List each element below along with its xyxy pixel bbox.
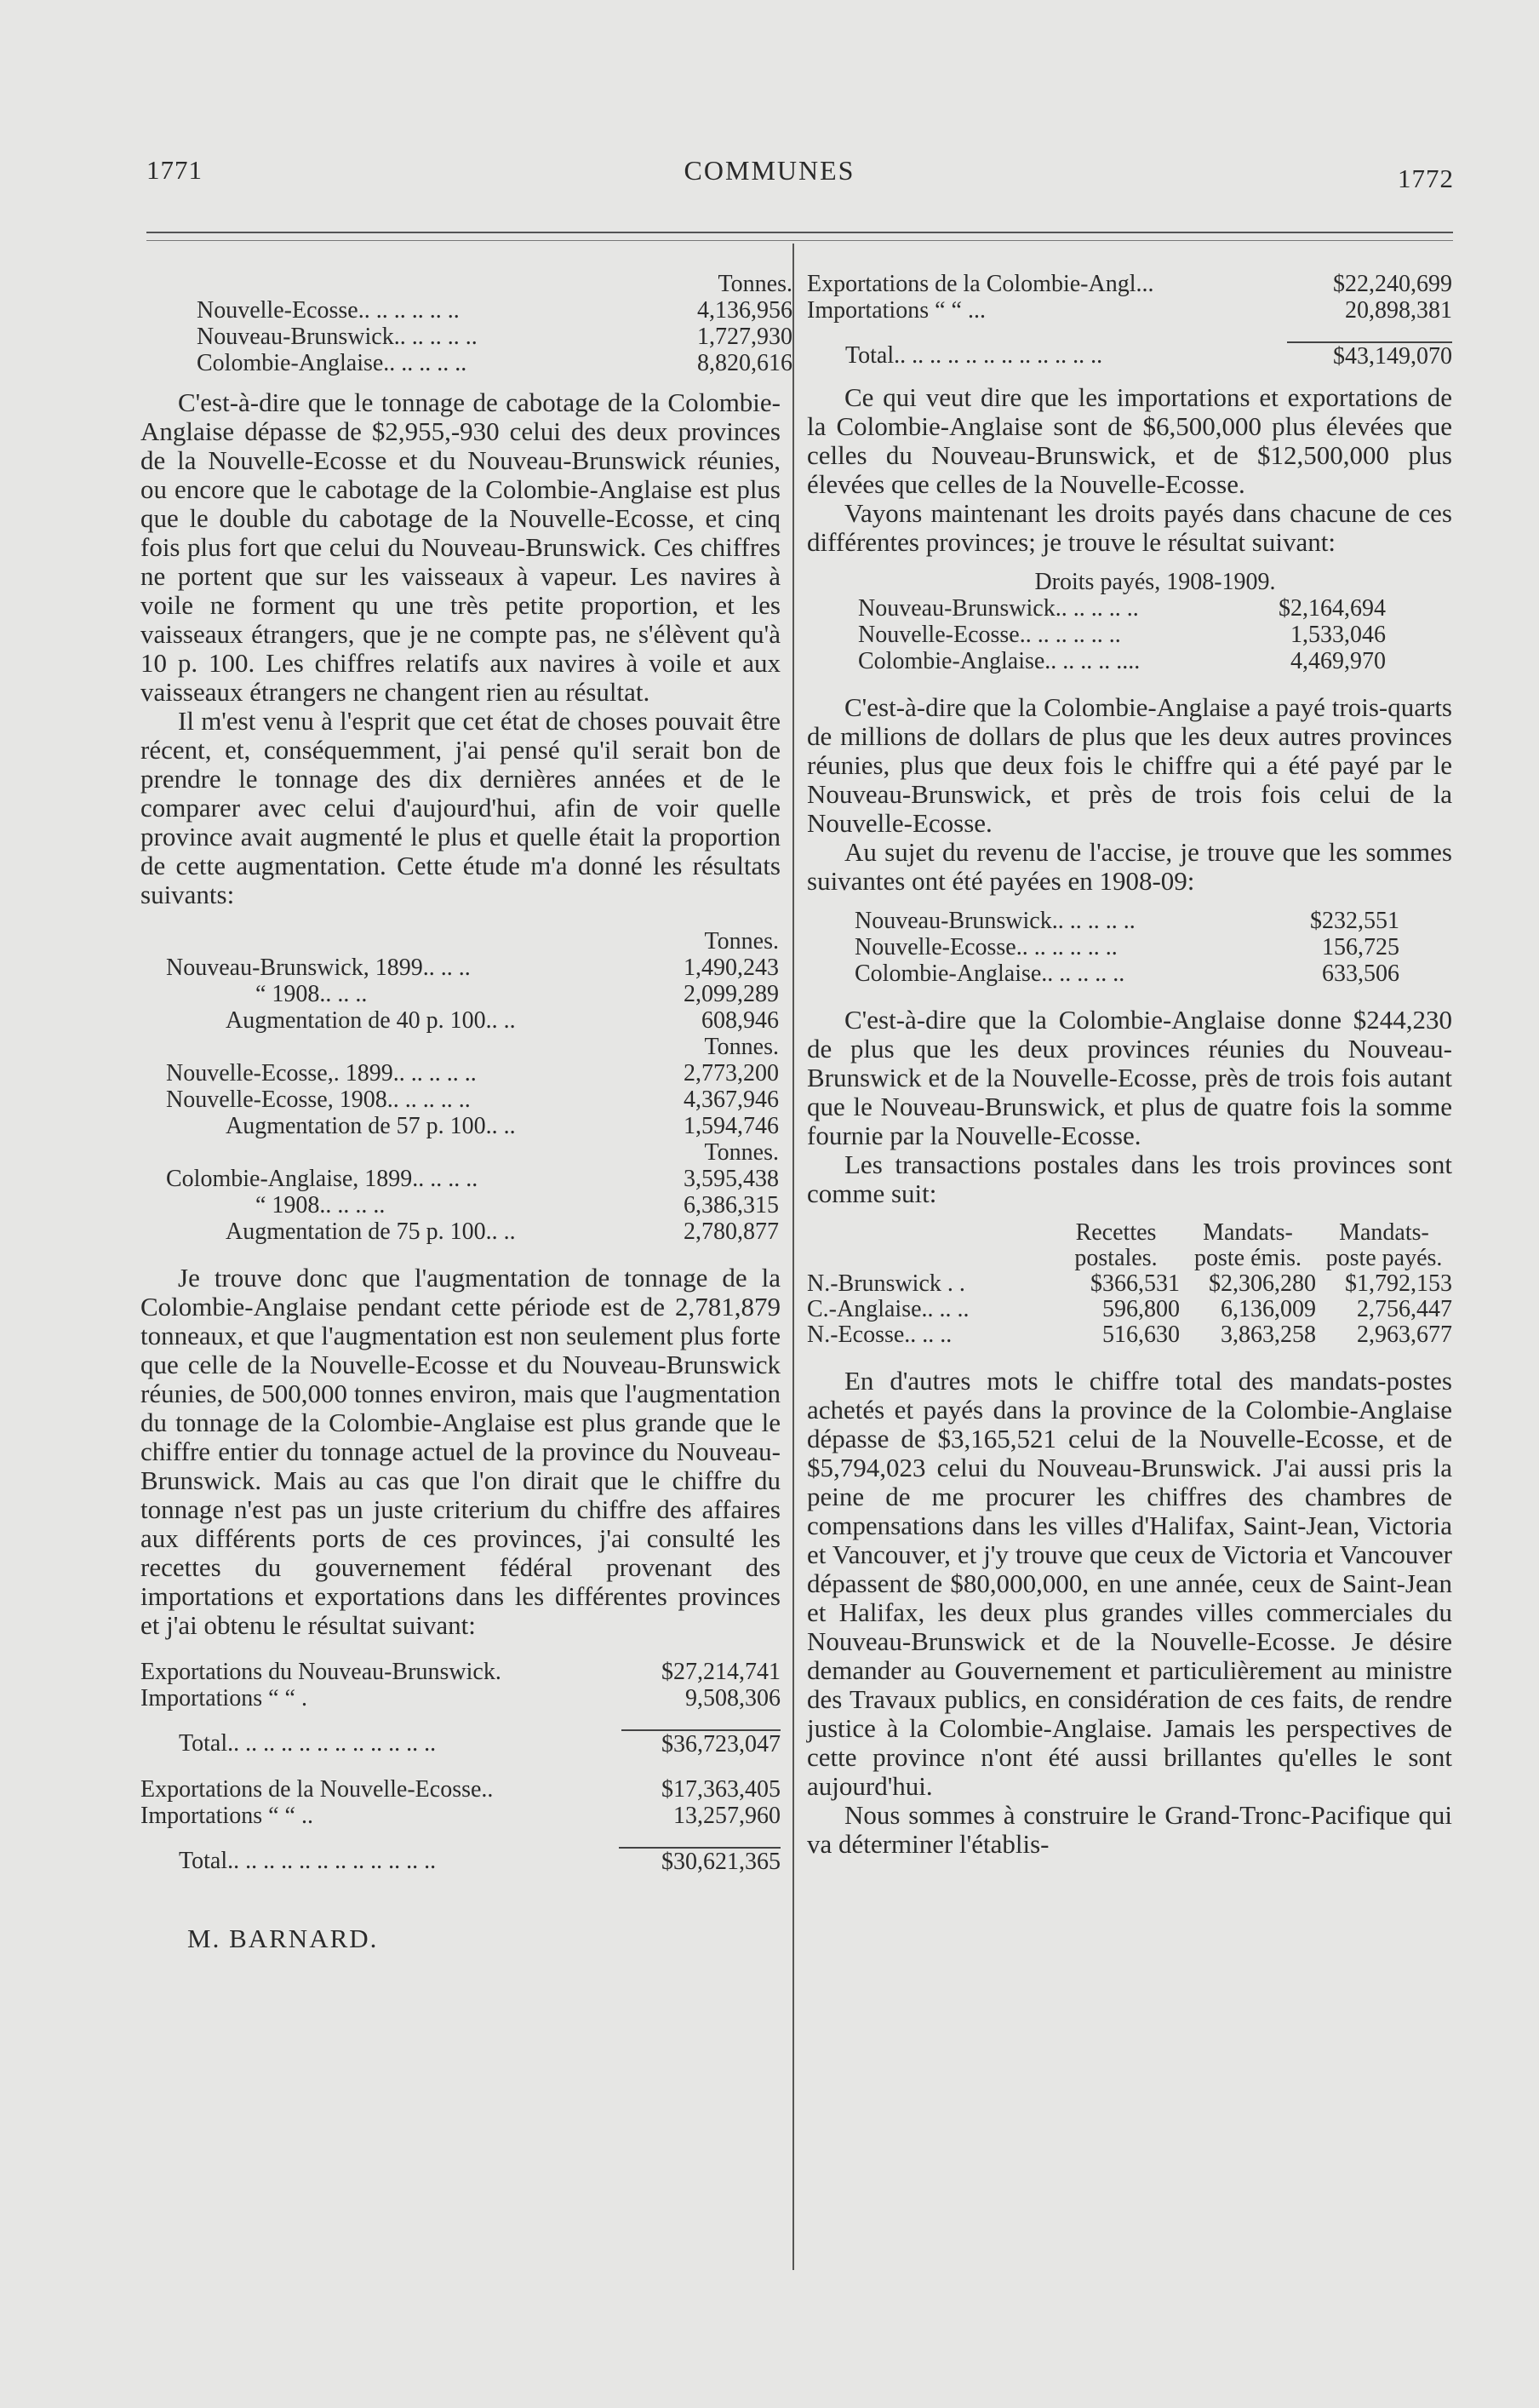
table-row: Colombie-Anglaise, 1899.. .. .. .. 3,595,438 [166,1166,779,1192]
coasting-tonnage-table [197,271,792,376]
bc-trade-table [807,271,1452,370]
table-row: Exportations de la Nouvelle-Ecosse.. $17,363,405 [140,1776,781,1803]
table-header: Tonnes. [718,271,792,297]
right-page-number: 1772 [1398,163,1454,193]
table-row: Colombie-Anglaise.. .. .. .. .. 8,820,616 [197,350,792,376]
duties-table [858,595,1386,674]
speaker-signature: M. BARNARD. [187,1924,379,1953]
table-header: Tonnes. [704,1139,779,1166]
column-header: Mandats-poste payés. [1325,1219,1443,1271]
table-row: Nouvelle-Ecosse.. .. .. .. .. .. 4,136,956 [197,297,792,324]
table-row: N.-Ecosse.. .. .. 516,630 3,863,258 2,963,677 [807,1322,1452,1348]
paragraph: C'est-à-dire que la Colombie-Anglaise a payé trois-quarts de millions de dollars de plus que les deux autres provinces réunies, plus que deux fois le chiffre qui a été payé par le Nouveau-Brunswick, et près de trois fois celui de la Nouvelle-Ecosse. [807,692,1452,838]
total-row: Total.. .. .. .. .. .. .. .. .. .. .. .. $36,723,047 [179,1730,781,1757]
table-caption: Droits payés, 1908-1909. [1034,569,1276,595]
nb-trade-table [140,1659,781,1757]
column-header: Recettes postales. [1074,1219,1158,1271]
paragraph: C'est-à-dire que le tonnage de cabotage de la Colombie-Anglaise dépasse de $2,955,-930 celui des deux provinces de la Nouvelle-Ecosse et du Nouveau-Brunswick réunies, ou encore que le cabotage de la Colombie-Anglaise est plus que le double du cabotage de la Nouvelle-Ecosse, et cinq fois plus fort que celui du Nouveau-Brunswick. Ces chiffres ne portent que sur les vaisseaux à vapeur. Les navires à voile ne forment qu une très petite proportion, et les vaisseaux étrangers, que je ne compte pas, ne s'élèvent qu'à 10 p. 100. Les chiffres relatifs aux navires à voile et aux vaisseaux étrangers ne changent rien au résultat. [140,387,781,707]
ns-trade-table [140,1776,781,1875]
paragraph: Je trouve donc que l'augmentation de tonnage de la Colombie-Anglaise pendant cette période est de 2,781,879 tonneaux, et que l'augmentation est non seulement plus forte que celle de la Nouvelle-Ecosse et du Nouveau-Brunswick réunies, de 500,000 tonnes environ, mais que l'augmentation du tonnage de la Colombie-Anglaise est plus grande que le chiffre entier du tonnage actuel de la province du Nouveau-Brunswick. Mais au cas que l'on dirait que le chiffre du tonnage n'est pas un juste criterium du chiffre des affaires aux différents ports de ces provinces, j'ai consulté les recettes du gouvernement fédéral provenant des importations et exportations dans les différentes provinces et j'ai obtenu le résultat suivant: [140,1263,781,1640]
table-row: Colombie-Anglaise.. .. .. .. .. 633,506 [855,960,1399,987]
paragraph: Les transactions postales dans les trois provinces sont comme suit: [807,1150,1452,1208]
table-header: Tonnes. [704,1034,779,1060]
table-row: Augmentation de 75 p. 100.. .. 2,780,877 [226,1218,779,1245]
paragraph: Vayons maintenant les droits payés dans chacune de ces différentes provinces; je trouve le résultat suivant: [807,498,1452,557]
paragraph: Nous sommes à construire le Grand-Tronc-Pacifique qui va déterminer l'établis- [807,1800,1452,1859]
paragraph: C'est-à-dire que la Colombie-Anglaise donne $244,230 de plus que les deux provinces réunies du Nouveau-Brunswick et de la Nouvelle-Ecosse, près de trois fois autant que le Nouveau-Brunswick, et plus de quatre fois la somme fournie par la Nouvelle-Ecosse. [807,1005,1452,1150]
table-row: Importations “ “ . 9,508,306 [140,1685,781,1711]
excise-table [855,908,1399,987]
table-row: Nouvelle-Ecosse,. 1899.. .. .. .. .. 2,773,200 [166,1060,779,1086]
postal-table [807,1220,1452,1348]
left-column [140,271,792,1953]
table-row: Nouveau-Brunswick.. .. .. .. .. $232,551 [855,908,1399,934]
table-row: Importations “ “ .. 13,257,960 [140,1803,781,1829]
paragraph: En d'autres mots le chiffre total des mandats-postes achetés et payés dans la province de la Colombie-Anglaise dépasse de $3,165,521 celui de la Nouvelle-Ecosse, et de $5,794,023 celui du Nouveau-Brunswick. J'ai aussi pris la peine de me procurer les chiffres des chambres de compensations dans les villes d'Halifax, Saint-Jean, Victoria et Vancouver, et j'y trouve que ceux de Victoria et Vancouver dépassent de $80,000,000, en une année, ceux de Saint-Jean et Halifax, les deux plus grandes villes commerciales du Nouveau-Brunswick et de la Nouvelle-Ecosse. Je désire demander au Gouvernement et particulièrement au ministre des Travaux publics, en considération de ces faits, de rendre justice à la Colombie-Anglaise. Jamais les perspectives de cette province n'ont été aussi brillantes qu'elles le sont aujourd'hui. [807,1366,1452,1801]
header-rule [146,232,1453,233]
table-header: Tonnes. [704,928,779,955]
table-row: Augmentation de 40 p. 100.. .. 608,946 [226,1007,779,1034]
paragraph: Ce qui veut dire que les importations et exportations de la Colombie-Anglaise sont de $6,500,000 plus élevées que celles du Nouveau-Brunswick, et de $12,500,000 plus élevées que celles de la Nouvelle-Ecosse. [807,382,1452,499]
table-row: Colombie-Anglaise.. .. .. .. .... 4,469,970 [858,648,1386,674]
table-row: Nouveau-Brunswick.. .. .. .. .. $2,164,694 [858,595,1386,622]
table-row: Exportations de la Colombie-Angl... $22,240,699 [807,271,1452,297]
total-row: Total.. .. .. .. .. .. .. .. .. .. .. .. $43,149,070 [845,342,1452,370]
paragraph: Il m'est venu à l'esprit que cet état de choses pouvait être récent, et, conséquemment, j'ai pensé qu'il serait bon de prendre le tonnage des dix dernières années et de le comparer avec celui d'aujourd'hui, afin de voir quelle province avait augmenté le plus et quelle était la proportion de cette augmentation. Cette étude m'a donné les résultats suivants: [140,706,781,909]
right-column [807,271,1452,1859]
table-header-row [807,1220,1452,1271]
table-row: Exportations du Nouveau-Brunswick. $27,214,741 [140,1659,781,1685]
table-row: “ 1908.. .. .. 2,099,289 [255,981,779,1007]
page-title: COMMUNES [684,155,855,186]
table-row: Nouveau-Brunswick.. .. .. .. .. 1,727,930 [197,324,792,350]
column-separator [792,244,794,2270]
table-row: Augmentation de 57 p. 100.. .. 1,594,746 [226,1113,779,1139]
table-row: N.-Brunswick . . $366,531 $2,306,280 $1,792,153 [807,1270,1452,1297]
table-row: Nouvelle-Ecosse.. .. .. .. .. .. 156,725 [855,934,1399,960]
table-row: Nouveau-Brunswick, 1899.. .. .. 1,490,243 [166,955,779,981]
table-row: Nouvelle-Ecosse, 1908.. .. .. .. .. 4,367,946 [166,1086,779,1113]
header-rule-thin [146,240,1453,241]
left-page-number: 1771 [146,155,203,185]
tonnage-growth-table [166,928,779,1245]
table-row: Nouvelle-Ecosse.. .. .. .. .. .. 1,533,046 [858,622,1386,648]
paragraph: Au sujet du revenu de l'accise, je trouve que les sommes suivantes ont été payées en 1908-09: [807,837,1452,896]
total-row: Total.. .. .. .. .. .. .. .. .. .. .. .. $30,621,365 [179,1848,781,1875]
column-header: Mandats-poste émis. [1194,1219,1302,1271]
table-row: “ 1908.. .. .. .. 6,386,315 [255,1192,779,1218]
table-row: C.-Anglaise.. .. .. 596,800 6,136,009 2,756,447 [807,1296,1452,1322]
table-row: Importations “ “ ... 20,898,381 [807,297,1452,324]
